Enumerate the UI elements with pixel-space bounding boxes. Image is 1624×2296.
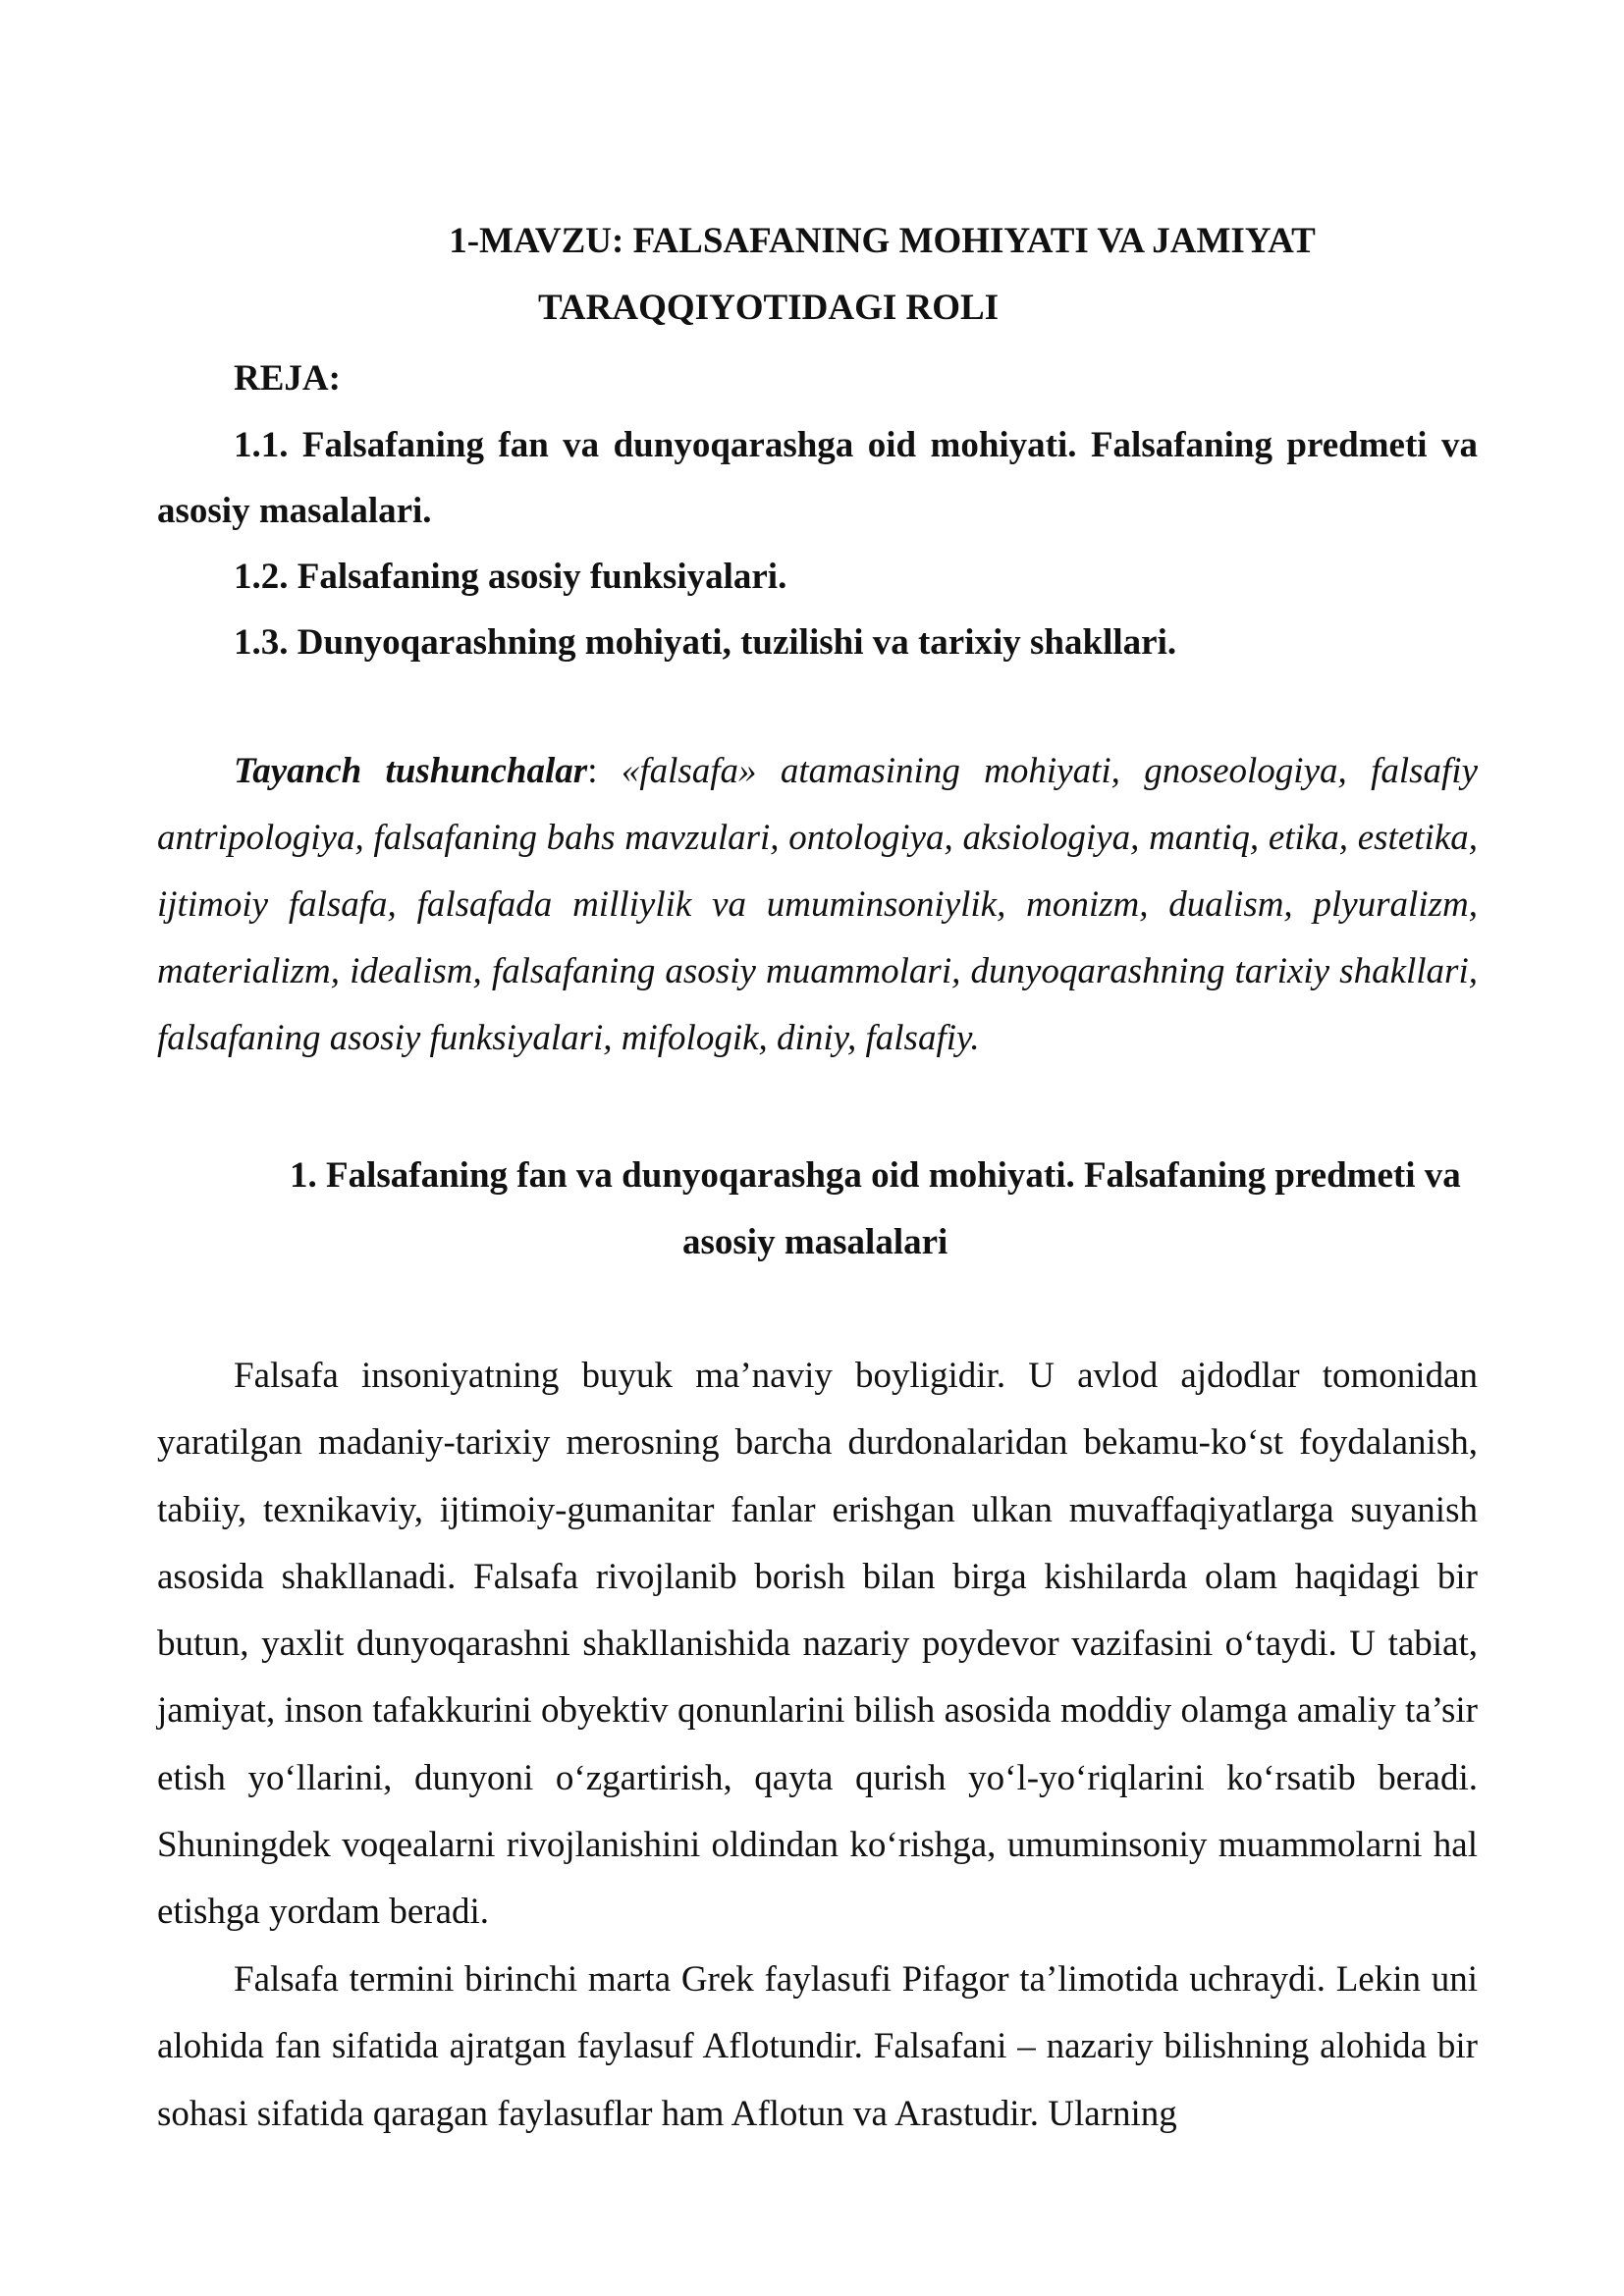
document-title — [157, 208, 1478, 342]
plan-label: REJA: — [234, 358, 341, 399]
keywords-paragraph — [157, 738, 1478, 1072]
plan-item-3: 1.3. Dunyoqarashning mohiyati, tuzilishi va tarixiy shakllari. — [234, 622, 1177, 663]
keywords-colon: : — [587, 751, 622, 791]
plan-item-2: 1.2. Falsafaning asosiy funksiyalari. — [234, 557, 787, 597]
section-heading-line-2: asosiy masalalari — [682, 1222, 948, 1262]
title-line-1: 1-MAVZU: FALSAFANING MOHIYATI VA JAMIYAT — [449, 221, 1316, 261]
section-heading-line-1: 1. Falsafaning fan va dunyoqarashga oid mohiyati. Falsafaning predmeti va — [290, 1155, 1461, 1196]
body-paragraph-2: Falsafa termini birinchi marta Grek faylasufi Pifagor ta’limotida uchraydi. Lekin uni alohida fan sifatida ajratgan faylasuf Aflotundir. Falsafani – nazariy bilishning alohida bir sohasi sifatida qaragan faylasuflar ham Aflotun va Arastudir. Ularning — [157, 1959, 1478, 2134]
plan-list — [157, 412, 1478, 675]
keywords-text: «falsafa» atamasining mohiyati, gnoseologiya, falsafiy antripologiya, falsafaning bahs mavzulari, ontologiya, aksiologiya, mantiq, etika, estetika, ijtimoiy falsafa, falsafada milliylik va umuminsoniylik, monizm, dualism, plyuralizm, materializm, idealism, falsafaning asosiy muammolari, dunyoqarashning tarixiy shakllari, falsafaning asosiy funksiyalari, mifologik, diniy, falsafiy. — [157, 751, 1479, 1058]
keywords-label: Tayanch tushunchalar — [234, 751, 588, 791]
section-heading — [157, 1143, 1478, 1276]
plan-item-1: 1.1. Falsafaning fan va dunyoqarashga oid mohiyati. Falsafaning predmeti va asosiy masalalari. — [157, 425, 1478, 531]
title-line-2: TARAQQIYOTIDAGI ROLI — [538, 288, 1000, 328]
body-paragraph-1: Falsafa insoniyatning buyuk ma’naviy boyligidir. U avlod ajdodlar tomonidan yaratilgan madaniy-tarixiy merosning barcha durdonalaridan bekamu-ko‘st foydalanish, tabiiy, texnikaviy, ijtimoiy-gumanitar fanlar erishgan ulkan muvaffaqiyatlarga suyanish asosida shakllanadi. Falsafa rivojlanib borish bilan birga kishilarda olam haqidagi bir butun, yaxlit dunyoqarashni shakllanishida nazariy poydevor vazifasini o‘taydi. U tabiat, jamiyat, inson tafakkurini obyektiv qonunlarini bilish asosida moddiy olamga amaliy ta’sir etish yo‘llarini, dunyoni o‘zgartirish, qayta qurish yo‘l-yo‘riqlarini ko‘rsatib beradi. Shuningdek voqealarni rivojlanishini oldindan ko‘rishga, umuminsoniy muammolarni hal etishga yordam beradi. — [157, 1356, 1478, 1933]
